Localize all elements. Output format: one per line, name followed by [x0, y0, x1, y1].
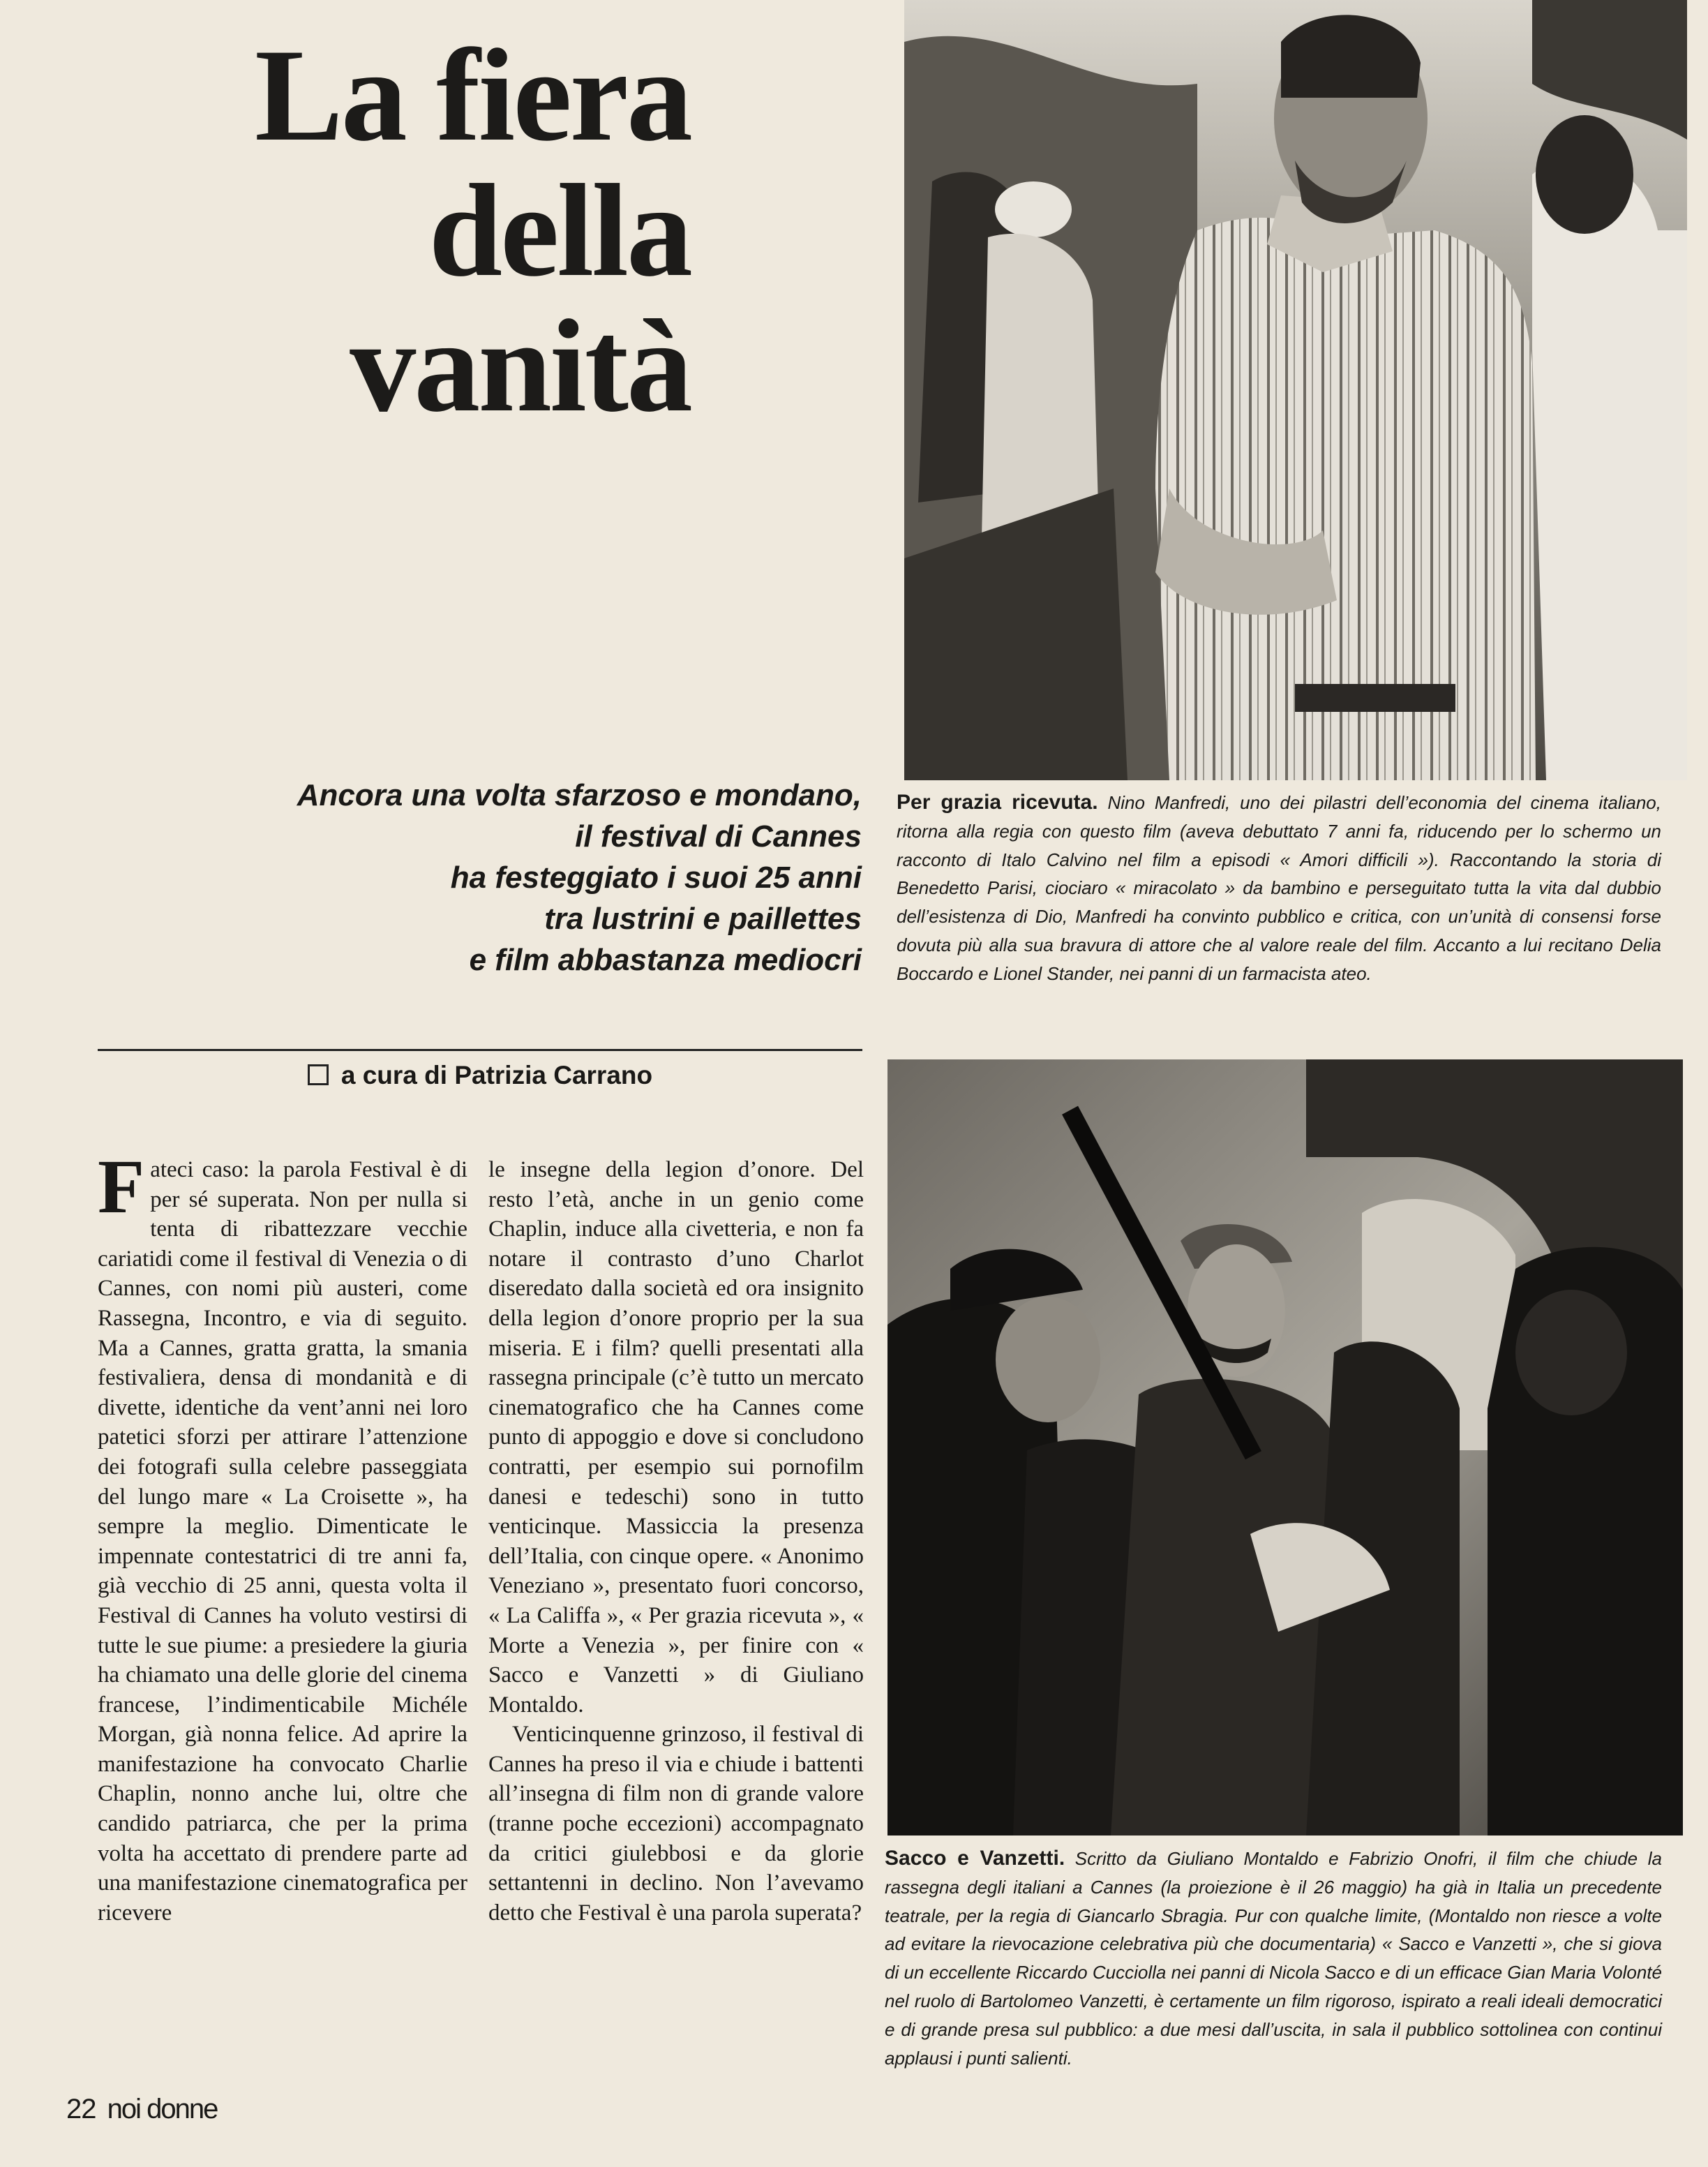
article-column-1 — [98, 1144, 467, 1928]
article-text-col1: ateci caso: la parola Festival è di per sé superata. Non per nulla si tenta di ribattezzare vecchie cariatidi come il festival di Venezia o di Cannes, con nomi più austeri, come Rassegna, Incontro, e via di seguito. Ma a Cannes, gratta gratta, la smania festivaliera, densa di mondanità e di divette, identiche da vent’anni nei loro patetici sforzi per attirare l’attenzione dei fotografi sulla celebre passeggiata del lungo mare « La Croisette », ha sempre la meglio. Dimenticate le impennate contestatrici di tre anni fa, già vecchio di 25 anni, questa volta il Festival di Cannes ha voluto vestirsi di tutte le sue piume: a presiedere la giuria ha chiamato una delle glorie del cinema francese, l’indimenticabile Michéle Morgan, già nonna felice. Ad aprire la manifestazione ha convocato Charlie Chaplin, nonno anche lui, oltre che candido patriarca, che per la prima volta ha accettato di prendere parte ad una manifestazione cinematografica per ricevere — [98, 1157, 467, 1926]
headline — [105, 22, 691, 440]
caption-2-title: Sacco e Vanzetti. — [885, 1847, 1065, 1870]
byline-text: a cura di Patrizia Carrano — [340, 1061, 653, 1089]
photo-sacco-vanzetti-image — [887, 1059, 1683, 1835]
headline-line-1: La fiera — [255, 22, 691, 169]
subheading-line-2: il festival di Cannes — [575, 819, 862, 854]
subheading — [112, 775, 862, 981]
article-paragraph: Venticinquenne grinzoso, il festival di Cannes ha preso il via e chiude i battenti all’insegna di film non di grande valore (tranne poche eccezioni) accompagnato da critici giulebbosi e da glorie settantenni in declino. Non l’avevamo detto che Festival è una parola superata? — [488, 1722, 864, 1926]
photo-sacco-e-vanzetti — [887, 1059, 1683, 1835]
drop-cap: F — [98, 1144, 145, 1229]
subheading-line-3: ha festeggiato i suoi 25 anni — [450, 861, 862, 895]
article-column-2 — [488, 1155, 864, 1928]
article-paragraph: le insegne della legion d’onore. Del resto l’età, anche in un genio come Chaplin, induce alla civetteria, e non fa notare il contrasto d’uno Charlot diseredato dalla società ed ora insignito della legion d’onore proprio per la sua miseria. E i film? quelli presentati alla rassegna principale (c’è tutto un mercato cinematografico che ha Cannes come punto di appoggio e dove si concludono contratti, per esempio sui pornofilm danesi e tedeschi) sono in tutto venticinque. Massiccia la presenza dell’Italia, con cinque opere. « Anonimo Veneziano », presentato fuori concorso, « La Califfa », « Per grazia ricevuta », « Morte a Venezia », per finire con « Sacco e Vanzetti » di Giuliano Montaldo. — [488, 1157, 864, 1718]
subheading-line-5: e film abbastanza mediocri — [469, 943, 862, 977]
headline-line-2: della — [428, 158, 691, 304]
square-bullet-icon — [308, 1064, 329, 1085]
magazine-name: noi donne — [107, 2094, 218, 2124]
byline — [98, 1061, 862, 1090]
caption-per-grazia-ricevuta — [897, 789, 1661, 988]
caption-1-title: Per grazia ricevuta. — [897, 791, 1098, 814]
page-number: 22 — [66, 2094, 96, 2124]
caption-sacco-e-vanzetti — [885, 1845, 1662, 2072]
caption-1-text: Nino Manfredi, uno dei pilastri dell’economia del cinema italiano, ritorna alla regia con questo film (aveva debuttato 7 anni fa, riducendo per lo schermo un racconto di Italo Calvino nel film a episodi « Amori difficili »). Raccontando la storia di Benedetto Parisi, ciociaro « miracolato » da bambino e perseguitato tutta la vita dal dubbio dell’esistenza di Dio, Manfredi ha convinto pubblico e critica, con un’unità di consensi forse dovuta più alla sua bravura di attore che al valore reale del film. Accanto a lui recitano Delia Boccardo e Lionel Stander, nei panni di un farmacista ateo. — [897, 792, 1661, 984]
caption-2-text: Scritto da Giuliano Montaldo e Fabrizio Onofri, il film che chiude la rassegna degli italiani a Cannes (la proiezione è il 26 maggio) ha già in Italia un precedente teatrale, per la regia di Giancarlo Sbragia. Pur con qualche limite, (Montaldo non riesce a volte ad evitare la rievocazione celebrativa più che documentaria) « Sacco e Vanzetti », che si giova di un eccellente Riccardo Cucciolla nei panni di Nicola Sacco e di un efficace Gian Maria Volonté nel ruolo di Bartolomeo Vanzetti, è certamente un film rigoroso, ispirato a reali ideali democratici e di grande presa sul pubblico: a due mesi dall’uscita, in sala il pubblico sottolinea con continui applausi i punti salienti. — [885, 1848, 1662, 2069]
photo-per-grazia-ricevuta — [904, 0, 1687, 780]
subheading-line-1: Ancora una volta sfarzoso e mondano, — [297, 778, 862, 812]
subheading-line-4: tra lustrini e paillettes — [544, 902, 862, 936]
page-footer — [66, 2094, 217, 2125]
photo-manfredi-image — [904, 0, 1687, 780]
headline-line-3: vanità — [350, 293, 691, 440]
divider-rule — [98, 1049, 862, 1051]
article-paragraph — [98, 1144, 467, 1928]
